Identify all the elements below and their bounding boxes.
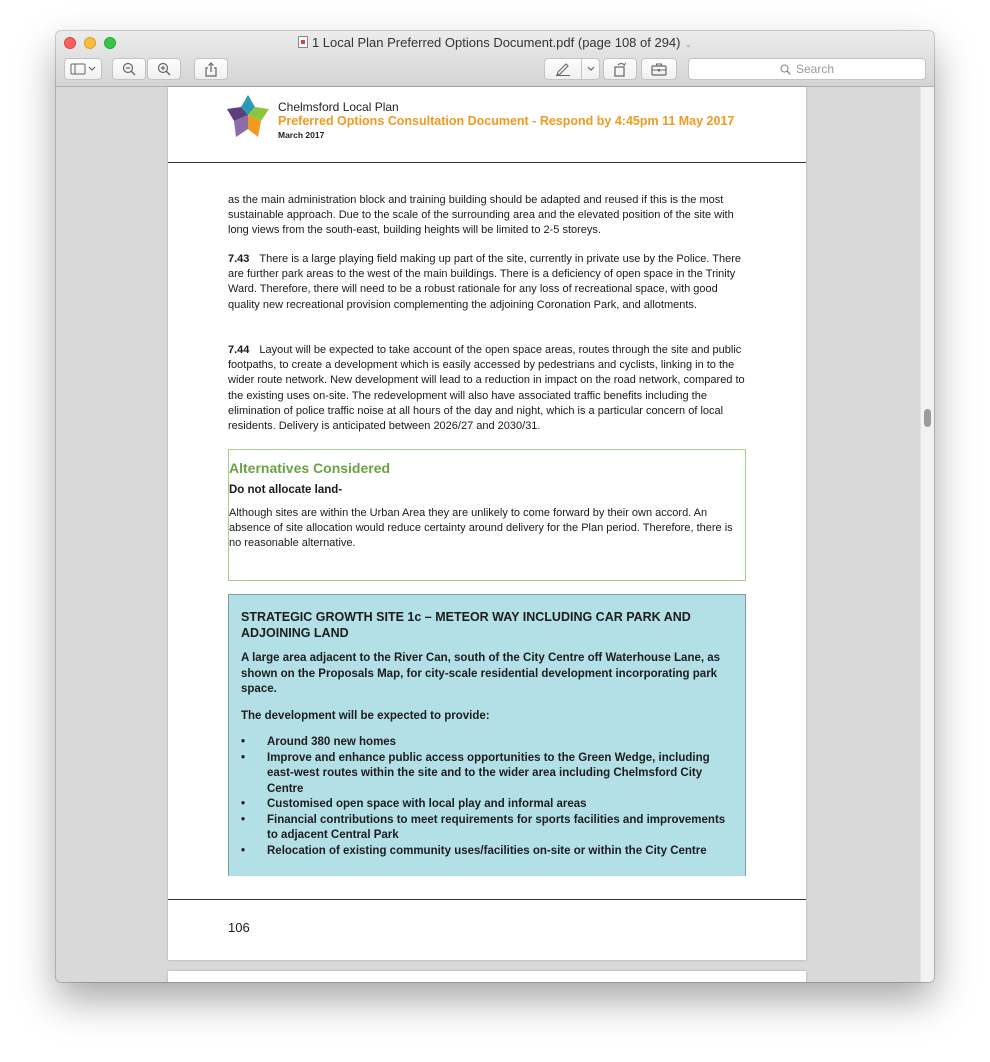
document-view[interactable] [56,87,934,982]
zoom-out-button[interactable] [112,58,146,80]
header-doc-title: Preferred Options Consultation Document - Respond by 4:45pm 11 May 2017 [278,114,735,128]
zoom-in-icon [157,62,171,76]
paragraph-number: 7.44 [228,344,250,356]
toolbox-icon [651,63,667,76]
window-title: 1 Local Plan Preferred Options Document.pdf (page 108 of 294) [311,35,681,50]
strategic-intro: A large area adjacent to the River Can, south of the City Centre off Waterhouse Lane, as shown on the Proposals Map, for city-scale residential development incorporating park space. [241,652,721,695]
search-placeholder: Search [795,62,835,76]
pdf-document-icon [298,36,308,48]
intro-paragraph: as the main administration block and training building should be adapted and reused if this is the most sustainable approach. Due to the scale of the surrounding area and the elevated position of the site with long views from the south-east, building heights will be limited to 2-5 storeys. [228,194,734,237]
search-field[interactable] [688,58,926,80]
paragraph-number: 7.43 [228,253,250,265]
paragraph-text: Layout will be expected to take account of the open space areas, routes through the site and public footpaths, to create a development which is easily accessed by pedestrians and cyclists, linking in to the wider route network. New development will lead to a reduction in impact on the road network, compared to the existing uses on-site. The redevelopment will also have associated traffic benefits including the elimination of police traffic noise at all hours of the day and night, which is a particular concern of local residents. Delivery is anticipated between 2026/27 and 2030/31. [228,344,745,433]
header-date: March 2017 [278,130,325,140]
scrollbar-thumb[interactable] [924,409,931,427]
strategic-growth-box [228,594,746,876]
window-title-area[interactable] [56,34,934,53]
chelmsford-logo [226,93,270,141]
markup-button[interactable] [544,58,582,80]
pdf-viewer-window [56,31,934,982]
paragraph-7-44 [228,343,748,434]
list-item: • Improve and enhance public access opportunities to the Green Wedge, including east-west routes within the site and to the wider area including Chelmsford City Centre [241,751,733,798]
zoom-out-icon [122,62,136,76]
alternatives-box [228,449,746,581]
rotate-icon [613,62,627,77]
list-item: • Relocation of existing community uses/facilities on-site or within the City Centre [241,844,733,860]
page-number: 106 [228,920,250,935]
strategic-lead: The development will be expected to provide: [241,709,490,722]
strategic-requirements-list [241,735,733,859]
header-org: Chelmsford Local Plan [278,100,399,114]
footer-divider [168,899,806,900]
pdf-page [168,87,806,960]
alternatives-text: Although sites are within the Urban Area they are unlikely to come forward by their own accord. An absence of site allocation would reduce certainty around delivery for the Plan period. Therefore, there is no reasonable alternative. [229,507,733,550]
search-icon [780,64,791,75]
list-item: • Customised open space with local play and informal areas [241,797,733,813]
page-header [168,87,806,163]
vertical-scrollbar[interactable] [920,87,934,982]
alternatives-title: Alternatives Considered [229,460,391,476]
share-button[interactable] [194,58,228,80]
paragraph-7-43 [228,252,748,313]
list-item: • Around 380 new homes [241,735,733,751]
titlebar [56,31,934,87]
strategic-title: STRATEGIC GROWTH SITE 1c – METEOR WAY INCLUDING CAR PARK AND ADJOINING LAND [241,610,691,640]
sidebar-icon [70,63,96,75]
zoom-in-button[interactable] [147,58,181,80]
pen-markup-icon [555,62,571,76]
chevron-down-icon: ⌄ [684,39,693,49]
sidebar-toggle-button[interactable] [64,58,102,80]
share-icon [204,62,218,77]
rotate-button[interactable] [603,58,637,80]
list-item: • Financial contributions to meet requirements for sports facilities and improvements to adjacent Central Park [241,813,733,844]
alternatives-subtitle: Do not allocate land- [229,484,343,496]
next-pdf-page [168,971,806,982]
paragraph-text: There is a large playing field making up part of the site, currently in private use by the Police. There are further park areas to the west of the main buildings. There is a deficiency of open space in the Trinity Ward. Therefore, there will need to be a robust rationale for any loss of recreational space, with good quality new recreational provision complementing the adjoining Coronation Park, and allotments. [228,253,742,311]
toolbox-button[interactable] [641,58,677,80]
markup-menu-button[interactable] [582,58,600,80]
chevron-down-icon [587,66,595,72]
